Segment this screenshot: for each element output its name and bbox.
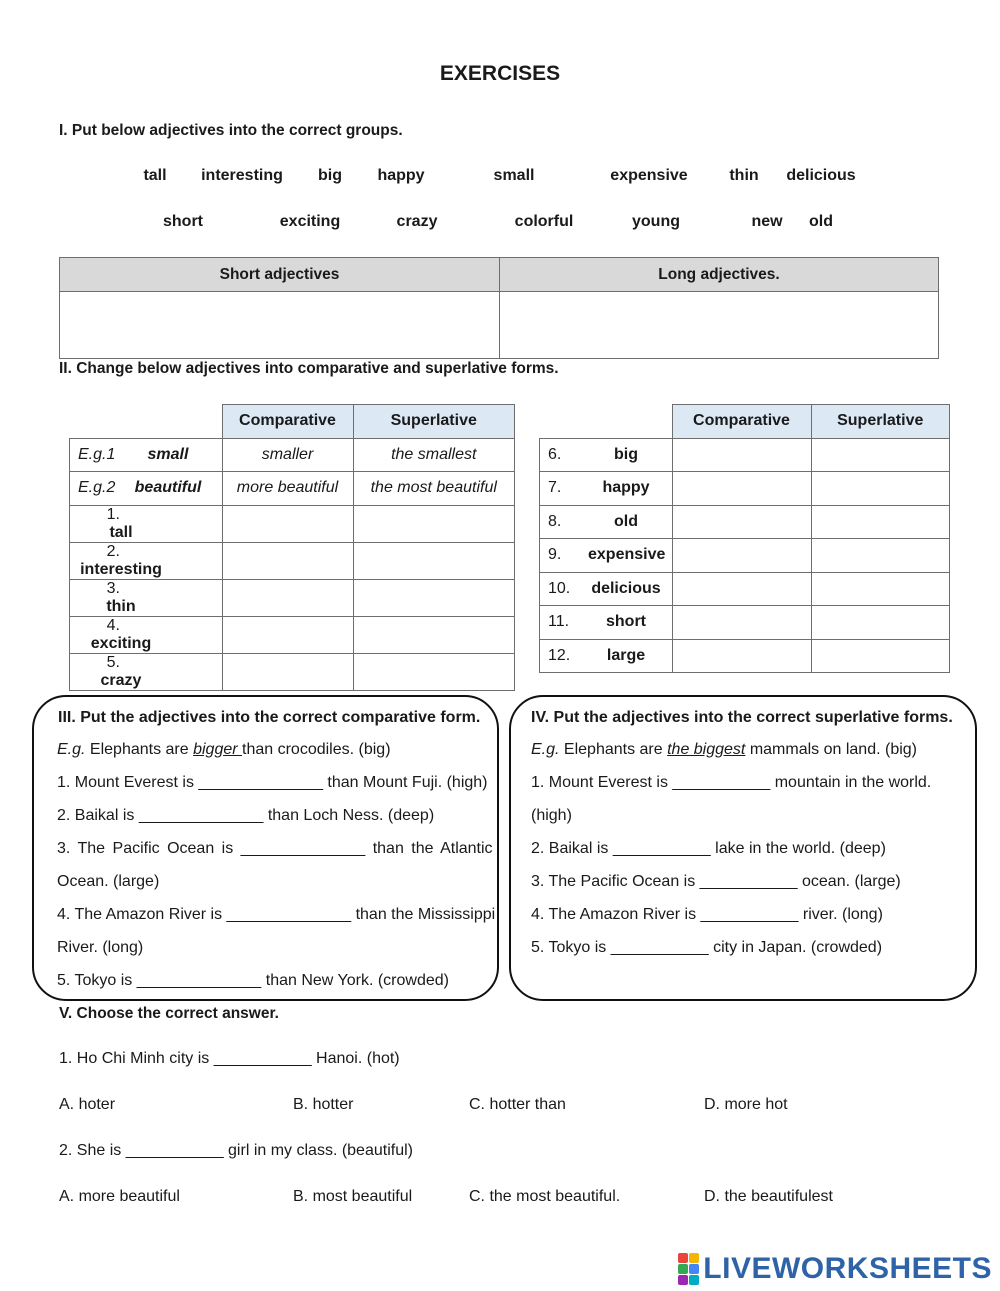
groups-table (59, 257, 939, 359)
superlative-cell[interactable] (353, 653, 515, 690)
superlative-cell[interactable] (353, 579, 515, 616)
row-number: 2. (106, 542, 120, 560)
table-row (70, 653, 515, 690)
row-word: short (606, 613, 646, 631)
section5-heading: V. Choose the correct answer. (59, 1005, 279, 1022)
row-word: expensive (588, 546, 666, 564)
word-young: young (632, 213, 680, 230)
row-word: interesting (80, 560, 162, 578)
liveworksheets-logo (678, 1252, 992, 1286)
word-colorful: colorful (514, 213, 574, 230)
logo-icon (678, 1253, 699, 1285)
section3-line-5: 5. Tokyo is ______________ than New York. (crowded) (57, 972, 449, 989)
table-row (540, 639, 950, 673)
comparative-cell[interactable] (672, 438, 811, 472)
superlative-cell[interactable] (353, 616, 515, 653)
section3-example: E.g. Elephants are bigger than crocodiles. (big) (57, 741, 391, 758)
comparative-header: Comparative (222, 405, 353, 439)
row-word: exciting (90, 634, 152, 652)
short-adjectives-header: Short adjectives (60, 258, 500, 292)
table-row (540, 472, 950, 506)
row-word: delicious (591, 579, 661, 597)
comparative-cell[interactable] (672, 572, 811, 606)
row-word: old (614, 512, 638, 530)
row-number: 1. (106, 505, 120, 523)
table-row (70, 616, 515, 653)
section3-line-1: 1. Mount Everest is ______________ than Mount Fuji. (high) (57, 774, 488, 791)
row-number: E.g.1 (78, 445, 116, 463)
forms-table-left (69, 404, 515, 691)
q2-option-b[interactable]: B. most beautiful (293, 1188, 413, 1205)
section4-heading: IV. Put the adjectives into the correct superlative forms. (531, 709, 953, 726)
comparative-cell[interactable] (672, 639, 811, 673)
comparative-cell: smaller (222, 438, 353, 472)
row-number: 10. (548, 579, 571, 597)
table-row (540, 539, 950, 573)
superlative-cell[interactable] (811, 606, 950, 640)
table-row (540, 438, 950, 472)
comparative-cell[interactable] (672, 472, 811, 506)
row-number: 12. (548, 646, 571, 664)
row-word: beautiful (134, 479, 202, 497)
q1-option-a[interactable]: A. hoter (59, 1096, 116, 1113)
superlative-cell[interactable] (811, 639, 950, 673)
row-number: 5. (106, 653, 120, 671)
q2-option-d[interactable]: D. the beautifulest (704, 1188, 833, 1205)
word-interesting: interesting (201, 167, 283, 184)
question-1: 1. Ho Chi Minh city is ___________ Hanoi. (hot) (59, 1050, 400, 1067)
table-row (70, 472, 515, 506)
section3-heading: III. Put the adjectives into the correct comparative form. (58, 709, 481, 726)
superlative-header: Superlative (811, 405, 950, 439)
row-word: large (606, 646, 646, 664)
row-number: 9. (548, 546, 562, 564)
superlative-cell[interactable] (353, 505, 515, 542)
comparative-cell: more beautiful (222, 472, 353, 506)
comparative-cell[interactable] (222, 579, 353, 616)
superlative-cell[interactable] (811, 438, 950, 472)
section3-line-3: 3. The Pacific Ocean is ______________ than the Atlantic (57, 840, 493, 857)
section1-heading: I. Put below adjectives into the correct groups. (59, 122, 403, 139)
word-exciting: exciting (279, 213, 341, 230)
word-tall: tall (143, 167, 167, 184)
row-word: happy (602, 479, 650, 497)
table-row (540, 505, 950, 539)
row-number: 11. (548, 613, 570, 631)
section4-line-2: 2. Baikal is ___________ lake in the world. (deep) (531, 840, 886, 857)
row-number: 6. (548, 445, 562, 463)
page-title: EXERCISES (439, 62, 561, 85)
row-number: E.g.2 (78, 479, 116, 497)
logo-text: LIVEWORKSHEETS (703, 1252, 992, 1285)
word-old: old (809, 213, 833, 230)
row-word: tall (109, 523, 133, 541)
row-number: 7. (548, 479, 562, 497)
row-word: thin (106, 597, 136, 615)
forms-table-right (539, 404, 950, 673)
section4-line-3: 3. The Pacific Ocean is ___________ ocean. (large) (531, 873, 901, 890)
short-adjectives-cell[interactable] (60, 292, 500, 359)
row-number: 4. (106, 616, 120, 634)
row-word: crazy (100, 671, 142, 689)
comparative-cell[interactable] (222, 505, 353, 542)
section4-line-5: 5. Tokyo is ___________ city in Japan. (crowded) (531, 939, 883, 956)
superlative-header: Superlative (353, 405, 515, 439)
word-delicious: delicious (786, 167, 856, 184)
question-2: 2. She is ___________ girl in my class. (beautiful) (59, 1142, 413, 1159)
table-row (70, 505, 515, 542)
comparative-cell[interactable] (672, 606, 811, 640)
word-expensive: expensive (610, 167, 688, 184)
long-adjectives-cell[interactable] (500, 292, 939, 359)
q2-option-c[interactable]: C. the most beautiful. (469, 1188, 621, 1205)
table-row (540, 606, 950, 640)
row-word: small (147, 445, 189, 463)
table-row (70, 579, 515, 616)
row-number: 3. (106, 579, 120, 597)
comparative-cell[interactable] (222, 653, 353, 690)
comparative-cell[interactable] (222, 616, 353, 653)
comparative-cell[interactable] (672, 539, 811, 573)
section4-line-1: 1. Mount Everest is ___________ mountain in the world. (531, 774, 932, 791)
section4-line-4: 4. The Amazon River is ___________ river. (long) (531, 906, 883, 923)
superlative-cell[interactable] (811, 472, 950, 506)
comparative-header: Comparative (672, 405, 811, 439)
superlative-cell: the smallest (353, 438, 515, 472)
section2-heading: II. Change below adjectives into comparative and superlative forms. (59, 360, 559, 377)
q1-option-d[interactable]: D. more hot (704, 1096, 788, 1113)
word-crazy: crazy (396, 213, 438, 230)
section3-line-4: 4. The Amazon River is ______________ than the Mississippi (57, 906, 496, 923)
table-row (540, 572, 950, 606)
section3-line-2: 2. Baikal is ______________ than Loch Ness. (deep) (57, 807, 435, 824)
row-word: big (614, 445, 638, 463)
word-thin: thin (729, 167, 759, 184)
long-adjectives-header: Long adjectives. (500, 258, 939, 292)
word-small: small (493, 167, 535, 184)
q2-option-a[interactable]: A. more beautiful (59, 1188, 180, 1205)
comparative-cell[interactable] (222, 542, 353, 579)
q1-option-b[interactable]: B. hotter (293, 1096, 354, 1113)
comparative-cell[interactable] (672, 505, 811, 539)
section3-line-3b: Ocean. (large) (57, 873, 160, 890)
superlative-cell: the most beautiful (353, 472, 515, 506)
word-short: short (163, 213, 203, 230)
row-number: 8. (548, 512, 562, 530)
table-row (70, 542, 515, 579)
section3-line-4b: River. (long) (57, 939, 144, 956)
word-big: big (318, 167, 342, 184)
word-new: new (751, 213, 783, 230)
superlative-cell[interactable] (811, 505, 950, 539)
table-row (70, 438, 515, 472)
q1-option-c[interactable]: C. hotter than (469, 1096, 566, 1113)
superlative-cell[interactable] (811, 539, 950, 573)
section4-example: E.g. Elephants are the biggest mammals on land. (big) (531, 741, 917, 758)
superlative-cell[interactable] (811, 572, 950, 606)
section4-line-1b: (high) (531, 807, 572, 824)
word-happy: happy (377, 167, 425, 184)
superlative-cell[interactable] (353, 542, 515, 579)
